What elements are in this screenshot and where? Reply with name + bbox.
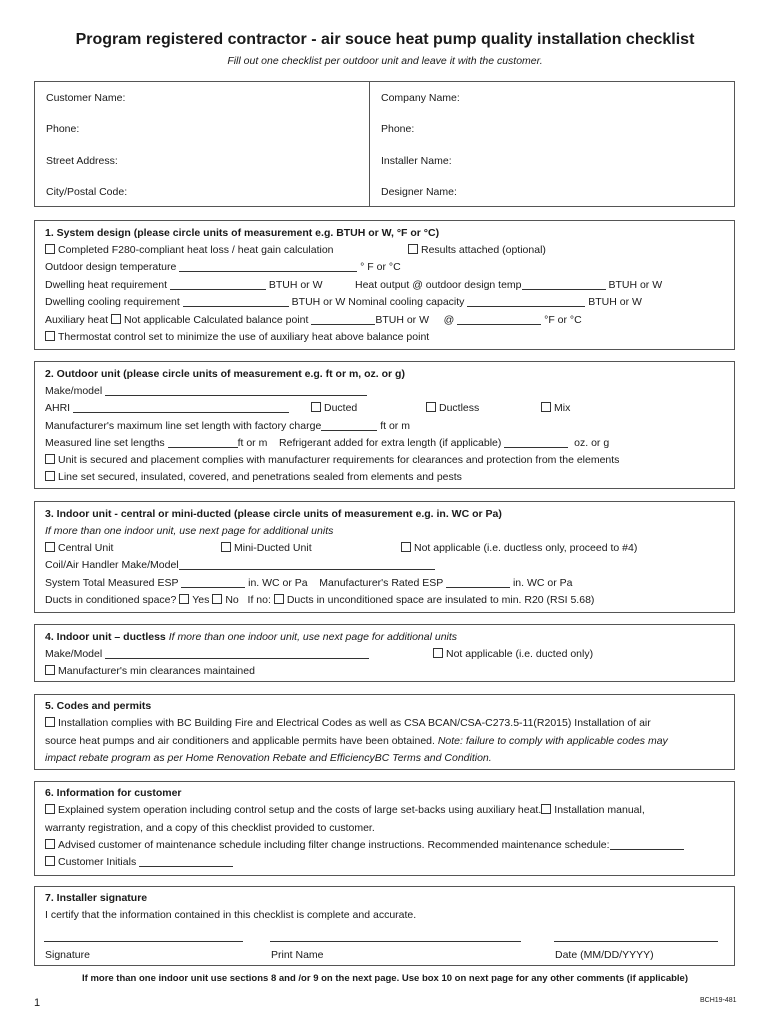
- ducts-no-checkbox[interactable]: [212, 594, 222, 604]
- balance-temp-unit: °F or °C: [544, 314, 582, 326]
- print-name-label: Print Name: [271, 949, 324, 961]
- customer-name-field[interactable]: Customer Name:: [46, 92, 126, 104]
- page-title: Program registered contractor - air souce heat pump quality installation checklist: [75, 31, 695, 48]
- advised-checkbox[interactable]: [45, 839, 55, 849]
- cool-req-input[interactable]: [183, 296, 289, 307]
- nom-cool-input[interactable]: [467, 296, 585, 307]
- initials-input[interactable]: [139, 856, 233, 867]
- line-set-label: Line set secured, insulated, covered, and penetrations sealed from elements and pests: [58, 471, 462, 483]
- refrigerant-unit: oz. or g: [574, 437, 610, 449]
- page-subtitle: Fill out one checklist per outdoor unit and leave it with the customer.: [227, 55, 543, 67]
- section-6-title: 6. Information for customer: [45, 787, 182, 799]
- thermostat-checkbox[interactable]: [45, 331, 55, 341]
- results-attached-label: Results attached (optional): [421, 244, 546, 256]
- company-phone-field[interactable]: Phone:: [381, 123, 415, 135]
- clearances-label: Manufacturer's min clearances maintained: [58, 665, 255, 677]
- esp-input[interactable]: [181, 577, 245, 588]
- ductless-na-checkbox[interactable]: [433, 648, 443, 658]
- esp-label: System Total Measured ESP: [45, 577, 179, 589]
- unit-secured-label: Unit is secured and placement complies with manufacturer requirements for clearances and protection from the elements: [58, 454, 620, 466]
- indoor-na-checkbox[interactable]: [401, 542, 411, 552]
- date-input[interactable]: [554, 941, 718, 942]
- aux-heat-label: Auxiliary heat: [45, 314, 109, 326]
- ducts-yes-label: Yes: [192, 594, 210, 606]
- installer-name-field[interactable]: Installer Name:: [381, 155, 452, 167]
- measured-unit: ft or m: [237, 437, 268, 449]
- codes-checkbox[interactable]: [45, 717, 55, 727]
- customer-phone-field[interactable]: Phone:: [46, 123, 80, 135]
- section-installer-signature: [34, 886, 735, 966]
- mix-label: Mix: [554, 402, 571, 414]
- aux-not-applicable-label: Not applicable: [123, 314, 191, 326]
- thermostat-label: Thermostat control set to minimize the use of auxiliary heat above balance point: [58, 331, 430, 343]
- table-divider: [369, 82, 370, 206]
- balance-temp-input[interactable]: [457, 314, 541, 325]
- ducts-yes-checkbox[interactable]: [179, 594, 189, 604]
- section-indoor-ductless: [34, 624, 735, 682]
- results-attached-checkbox[interactable]: [408, 244, 418, 254]
- rated-esp-input[interactable]: [446, 577, 510, 588]
- codes-line-1: Installation complies with BC Building Fire and Electrical Codes as well as CSA BCAN/CSA-C273.5-11(R2015) Installation of air: [58, 717, 651, 729]
- designer-name-field[interactable]: Designer Name:: [381, 186, 457, 198]
- measured-input[interactable]: [168, 437, 238, 448]
- company-name-field[interactable]: Company Name:: [381, 92, 460, 104]
- mix-checkbox[interactable]: [541, 402, 551, 412]
- rated-esp-unit: in. WC or Pa: [512, 577, 573, 589]
- section-3-title: 3. Indoor unit - central or mini-ducted (please circle units of measurement e.g. in. WC or Pa): [45, 508, 502, 520]
- codes-line-2: source heat pumps and air conditioners and applicable permits have been obtained.: [45, 735, 435, 747]
- esp-unit: in. WC or Pa: [248, 577, 308, 589]
- balance-unit: BTUH or W: [375, 314, 430, 326]
- ductless-make-input[interactable]: [105, 648, 369, 659]
- ducts-conditioned-label: Ducts in conditioned space?: [45, 594, 177, 606]
- coil-input[interactable]: [179, 559, 435, 570]
- make-model-label: Make/model: [45, 385, 103, 397]
- signature-input[interactable]: [44, 941, 243, 942]
- ducts-no-label: No: [225, 594, 239, 606]
- mini-ducted-label: Mini-Ducted Unit: [234, 542, 312, 554]
- signature-label: Signature: [45, 949, 90, 961]
- if-no-label: If no:: [247, 594, 271, 606]
- page-number: 1: [34, 997, 41, 1009]
- section-outdoor-unit: [34, 361, 735, 489]
- section-customer-info: [34, 781, 735, 876]
- section-7-title: 7. Installer signature: [45, 892, 148, 904]
- heat-req-label: Dwelling heat requirement: [45, 279, 167, 291]
- indoor-na-label: Not applicable (i.e. ductless only, proceed to #4): [414, 542, 638, 554]
- form-code: BCH19-481: [700, 997, 737, 1004]
- outdoor-temp-label: Outdoor design temperature: [45, 261, 177, 273]
- line-set-checkbox[interactable]: [45, 471, 55, 481]
- section-codes-permits: [34, 694, 735, 770]
- outdoor-temp-unit: ° F or °C: [360, 261, 401, 273]
- manual-checkbox[interactable]: [541, 804, 551, 814]
- balance-input[interactable]: [311, 314, 375, 325]
- max-line-unit: ft or m: [380, 420, 410, 432]
- schedule-input[interactable]: [610, 839, 684, 850]
- nom-cool-unit: BTUH or W: [588, 296, 642, 308]
- rated-esp-label: Manufacturer's Rated ESP: [319, 577, 444, 589]
- ductless-checkbox[interactable]: [426, 402, 436, 412]
- heat-output-input[interactable]: [522, 279, 606, 290]
- print-name-input[interactable]: [270, 941, 521, 942]
- section-system-design: [34, 220, 735, 350]
- ducted-label: Ducted: [324, 402, 358, 414]
- initials-checkbox[interactable]: [45, 856, 55, 866]
- max-line-label: Manufacturer's maximum line set length with factory charge: [45, 420, 322, 432]
- section-3-note: If more than one indoor unit, use next page for additional units: [45, 525, 334, 537]
- section-4-title: 4. Indoor unit – ductless: [45, 631, 166, 643]
- mini-ducted-checkbox[interactable]: [221, 542, 231, 552]
- cool-req-label: Dwelling cooling requirement: [45, 296, 180, 308]
- city-postal-field[interactable]: City/Postal Code:: [46, 186, 128, 198]
- outdoor-temp-input[interactable]: [179, 261, 357, 272]
- central-unit-checkbox[interactable]: [45, 542, 55, 552]
- date-label: Date (MM/DD/YYYY): [555, 949, 654, 961]
- heat-output-label: Heat output @ outdoor design temp: [355, 279, 522, 291]
- clearances-checkbox[interactable]: [45, 665, 55, 675]
- ahri-label: AHRI: [45, 402, 71, 414]
- heat-req-unit: BTUH or W: [268, 279, 323, 291]
- heat-output-unit: BTUH or W: [608, 279, 663, 291]
- initials-label: Customer Initials: [58, 856, 137, 868]
- section-indoor-ducted: [34, 501, 735, 613]
- aux-not-applicable-checkbox[interactable]: [111, 314, 121, 324]
- balance-label: Calculated balance point: [193, 314, 309, 326]
- customer-info-table: [34, 81, 735, 207]
- ductless-make-label: Make/Model: [45, 648, 103, 660]
- at-label: @: [443, 314, 455, 326]
- f280-label: Completed F280-compliant heat loss / heat gain calculation: [58, 244, 334, 256]
- customer-info-line-2: warranty registration, and a copy of this checklist provided to customer.: [45, 822, 375, 834]
- section-4-note: If more than one indoor unit, use next page for additional units: [168, 631, 458, 643]
- codes-note: Note: failure to comply with applicable codes may: [437, 735, 668, 747]
- ducted-checkbox[interactable]: [311, 402, 321, 412]
- unit-secured-checkbox[interactable]: [45, 454, 55, 464]
- refrigerant-label: Refrigerant added for extra length (if applicable): [279, 437, 502, 449]
- ducts-insulated-label: Ducts in unconditioned space are insulated to min. R20 (RSI 5.68): [286, 594, 595, 606]
- codes-line-3: impact rebate program as per Home Renovation Rebate and EfficiencyBC Terms and Condition.: [45, 752, 492, 764]
- max-line-input[interactable]: [321, 420, 377, 431]
- ductless-na-label: Not applicable (i.e. ducted only): [446, 648, 594, 660]
- ducts-insulated-checkbox[interactable]: [274, 594, 284, 604]
- footer-note: If more than one indoor unit use sections 8 and /or 9 on the next page. Use box 10 on next page for any other comments (if applicable): [82, 973, 688, 984]
- measured-label: Measured line set lengths: [45, 437, 165, 449]
- section-2-title: 2. Outdoor unit (please circle units of measurement e.g. ft or m, oz. or g): [45, 368, 405, 380]
- ahri-input[interactable]: [73, 402, 289, 413]
- coil-label: Coil/Air Handler Make/Model: [45, 559, 179, 571]
- heat-req-input[interactable]: [170, 279, 266, 290]
- make-model-input[interactable]: [105, 385, 367, 396]
- certify-text: I certify that the information contained in this checklist is complete and accurate.: [45, 909, 417, 921]
- street-address-field[interactable]: Street Address:: [46, 155, 118, 167]
- nom-cool-label: Nominal cooling capacity: [348, 296, 465, 308]
- advised-label: Advised customer of maintenance schedule including filter change instructions. Recommended maintenance schedule:: [58, 839, 610, 851]
- section-1-title: 1. System design (please circle units of measurement e.g. BTUH or W, °F or °C): [45, 227, 440, 239]
- manual-label: Installation manual,: [554, 804, 645, 816]
- section-5-title: 5. Codes and permits: [45, 700, 152, 712]
- f280-checkbox[interactable]: [45, 244, 55, 254]
- central-unit-label: Central Unit: [58, 542, 114, 554]
- refrigerant-input[interactable]: [504, 437, 568, 448]
- cool-req-unit: BTUH or W: [291, 296, 346, 308]
- explained-label: Explained system operation including control setup and the costs of large set-backs using auxiliary heat.: [58, 804, 542, 816]
- explained-checkbox[interactable]: [45, 804, 55, 814]
- ductless-label: Ductless: [439, 402, 480, 414]
